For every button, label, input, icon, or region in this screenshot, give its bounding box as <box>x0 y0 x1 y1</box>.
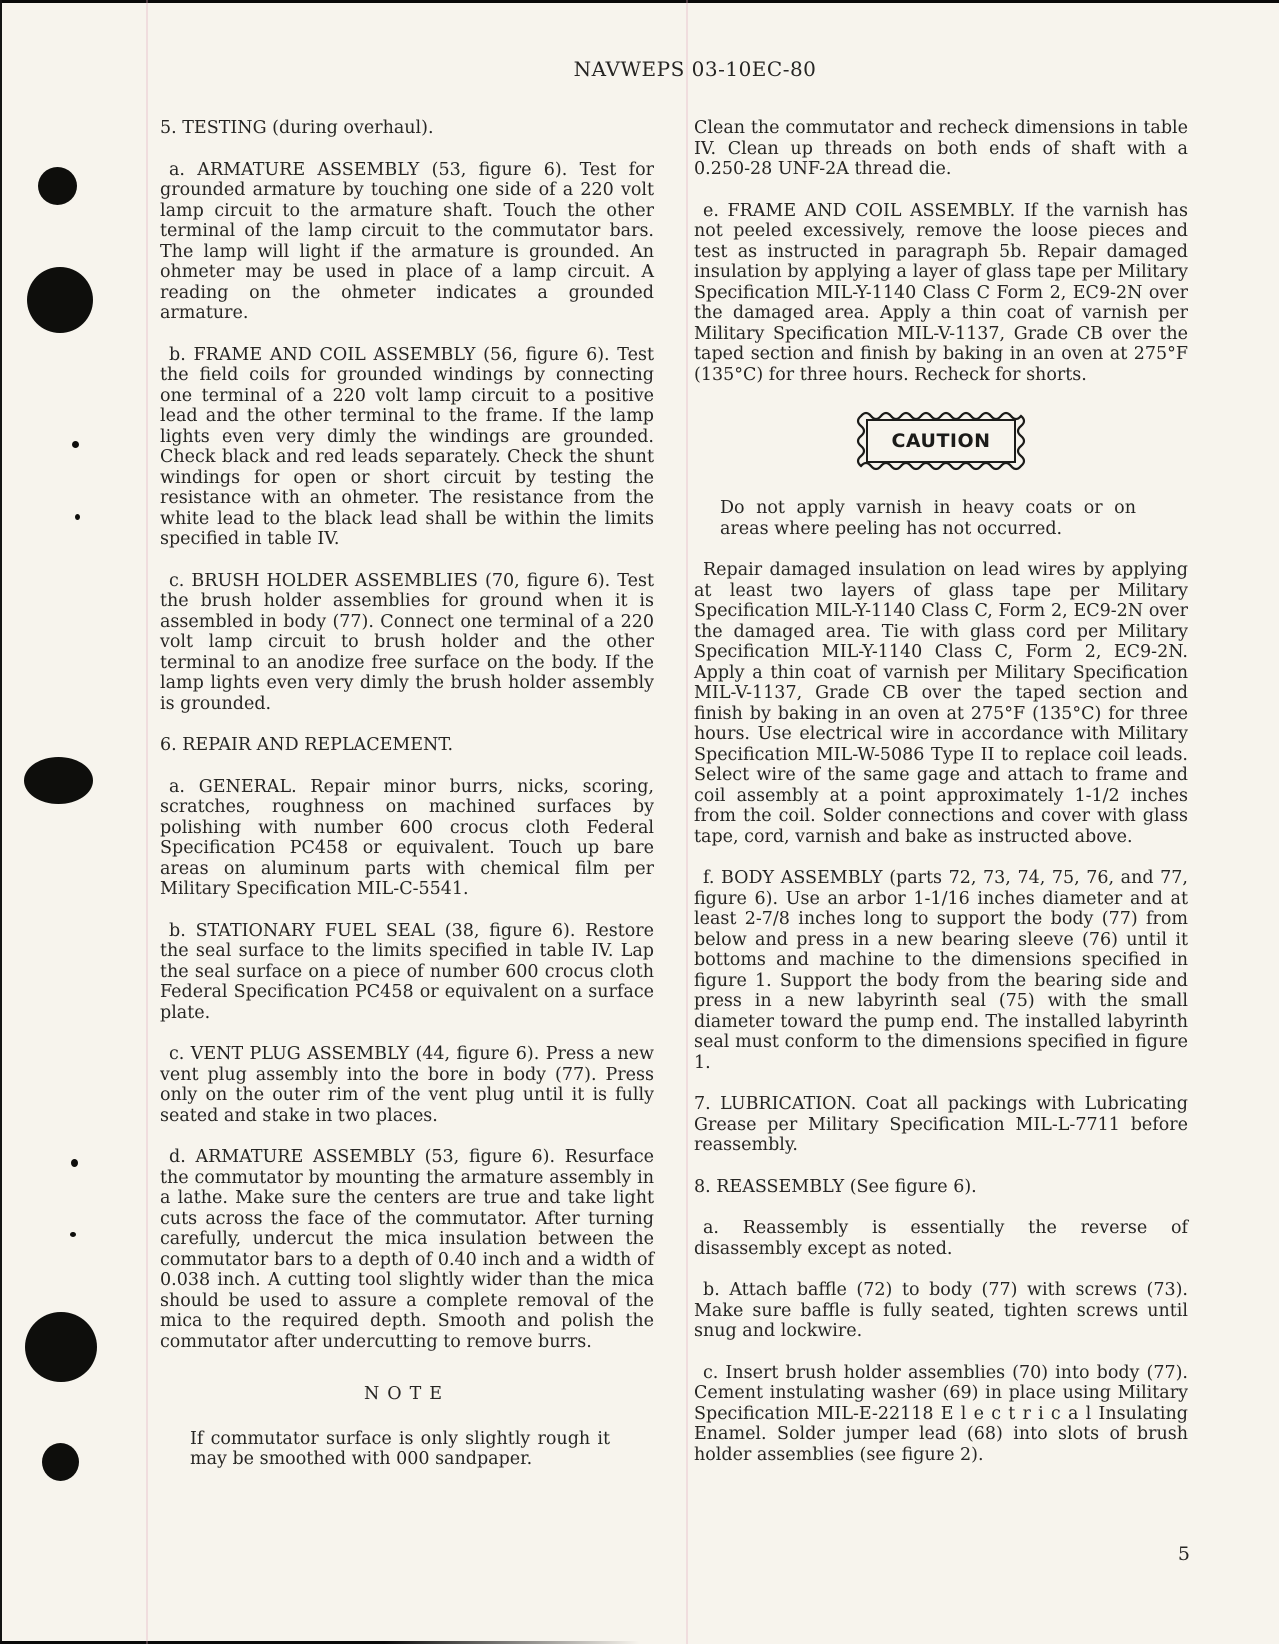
paragraph-attach-baffle: b. Attach baffle (72) to body (77) with screws (73). Make sure baffle is fully seated, tighten screws until snug and lockwire. <box>694 1280 1188 1341</box>
paragraph-frame-coil-repair: e. FRAME AND COIL ASSEMBLY. If the varnish has not peeled excessively, remove the loose pieces and test as instructed in paragraph 5b. Repair damaged insulation by applying a layer of glass tape per Military Specification MIL-Y-1140 Class C Form 2, EC9-2N over the damaged area. Apply a thin coat of varnish per Military Specification MIL-V-1137, Grade CB over the taped section and finish by baking in an oven at 275°F (135°C) for three hours. Recheck for shorts. <box>694 200 1188 385</box>
ink-speck <box>71 1159 78 1167</box>
note-heading: NOTE <box>363 1384 451 1404</box>
section-heading-reassembly: 8. REASSEMBLY (See figure 6). <box>694 1176 977 1197</box>
ink-speck <box>72 441 79 448</box>
page-number: 5 <box>1177 1543 1190 1565</box>
hole-punch-mark <box>38 167 77 205</box>
ink-speck <box>70 1232 76 1237</box>
scan-edge-left <box>0 0 2 1644</box>
paragraph-general-repair: a. GENERAL. Repair minor burrs, nicks, scoring, scratches, roughness on machined surfaces by polishing with number 600 crocus cloth Federal Specification PC458 or equivalent. Touch up bare areas on aluminum parts with chemical film per Military Specification MIL-C-5541. <box>160 776 654 899</box>
ink-speck <box>75 514 80 520</box>
caution-box <box>853 406 1029 476</box>
paragraph-brush-holder-test: c. BRUSH HOLDER ASSEMBLIES (70, figure 6). Test the brush holder assemblies for ground when it is assembled in body (77). Connect one terminal of a 220 volt lamp circuit to brush holder and the other terminal to an anodize free surface on the body. If the lamp lights even very dimly the brush holder assembly is grounded. <box>160 570 654 714</box>
section-heading-repair: 6. REPAIR AND REPLACEMENT. <box>160 735 454 755</box>
paragraph-armature-assembly-test: a. ARMATURE ASSEMBLY (53, figure 6). Test for grounded armature by touching one side of a 220 volt lamp circuit to the armature shaft. Touch the other terminal of the lamp circuit to the commutator bars. The lamp will light if the armature is grounded. An ohmeter may be used in place of a lamp circuit. A reading on the ohmeter indicates a grounded armature. <box>160 159 654 323</box>
paragraph-reassembly-general: a. Reassembly is essentially the reverse of disassembly except as noted. <box>694 1218 1188 1259</box>
hole-punch-mark <box>25 1312 97 1382</box>
caution-label: CAUTION <box>891 429 991 452</box>
paragraph-insert-brush-holders: c. Insert brush holder assemblies (70) into body (77). Cement instulating washer (69) in place using Military Specification MIL-E-22118 E l e c t r i c a l Insulating Enamel. Solder jumper lead (68) into slots of brush holder assemblies (see figure 2). <box>694 1362 1188 1465</box>
paragraph-clean-commutator: Clean the commutator and recheck dimensions in table IV. Clean up threads on both ends of shaft with a 0.250-28 UNF-2A thread die. <box>694 118 1188 179</box>
hole-punch-mark <box>24 757 93 804</box>
hole-punch-mark <box>42 1443 79 1481</box>
paragraph-armature-resurface: d. ARMATURE ASSEMBLY (53, figure 6). Resurface the commutator by mounting the armature assembly in a lathe. Make sure the centers are true and take light cuts across the face of the commutator. After turning carefully, undercut the mica insulation between the commutator bars to a depth of 0.40 inch and a width of 0.038 inch. A cutting tool slightly wider than the mica should be used to assure a complete removal of the mica to the required depth. Smooth and polish the commutator after undercutting to remove burrs. <box>160 1147 654 1352</box>
caution-inner-frame <box>866 419 1016 463</box>
note-text: If commutator surface is only slightly rough it may be smoothed with 000 sandpaper. <box>190 1428 610 1469</box>
right-column <box>694 118 1188 1486</box>
scan-artifact-line <box>686 0 688 1644</box>
paragraph-vent-plug-assembly: c. VENT PLUG ASSEMBLY (44, figure 6). Press a new vent plug assembly into the bore in body (77). Press only on the outer rim of the vent plug until it is fully seated and stake in two places. <box>160 1044 654 1126</box>
paragraph-body-assembly: f. BODY ASSEMBLY (parts 72, 73, 74, 75, 76, and 77, figure 6). Use an arbor 1-1/16 inches diameter and at least 2-7/8 inches long to support the body (77) from below and press in a new bearing sleeve (76) until it bottoms and machine to the dimensions specified in figure 1. Support the body from the bearing side and press in a new labyrinth seal (75) with the small diameter toward the pump end. The installed labyrinth seal must conform to the dimensions specified in figure 1. <box>694 868 1188 1073</box>
left-column <box>160 118 654 1491</box>
scan-artifact-line <box>146 0 148 1644</box>
paragraph-lead-wire-repair: Repair damaged insulation on lead wires by applying at least two layers of glass tape per Military Specification MIL-Y-1140 Class C, Form 2, EC9-2N over the damaged area. Tie with glass cord per Military Specification MIL-Y-1140 Class C, Form 2, EC9-2N. Apply a thin coat of varnish per Military Specification MIL-V-1137, Grade CB over the taped section and finish by baking in an oven at 275°F (135°C) for three hours. Use electrical wire in accordance with Military Specification MIL-W-5086 Type II to replace coil leads. Select wire of the same gage and attach to frame and coil assembly at a point approximately 1-1/2 inches from the coil. Solder connections and cover with glass tape, cord, varnish and bake as instructed above. <box>694 560 1188 847</box>
section-heading-testing: 5. TESTING (during overhaul). <box>160 118 434 138</box>
caution-text: Do not apply varnish in heavy coats or on areas where peeling has not occurred. <box>720 498 1136 539</box>
paragraph-frame-coil-test: b. FRAME AND COIL ASSEMBLY (56, figure 6). Test the field coils for grounded windings by connecting one terminal of a 220 volt lamp circuit to a positive lead and the other terminal to the frame. If the lamp lights even very dimly the windings are grounded. Check black and red leads separately. Check the shunt windings for open or short circuit by testing the resistance with an ohmeter. The resistance from the white lead to the black lead shall be within the limits specified in table IV. <box>160 344 654 549</box>
hole-punch-mark <box>27 267 93 333</box>
page-title: NAVWEPS 03-10EC-80 <box>573 57 817 81</box>
note-block <box>160 1384 654 1470</box>
section-heading-lubrication: 7. LUBRICATION. Coat all packings with Lubricating Grease per Military Specification MIL-L-7711 before reassembly. <box>694 1094 1188 1155</box>
scan-edge-top <box>0 0 1279 3</box>
paragraph-stationary-fuel-seal: b. STATIONARY FUEL SEAL (38, figure 6). Restore the seal surface to the limits specified in table IV. Lap the seal surface on a piece of number 600 crocus cloth Federal Specification PC458 or equivalent on a surface plate. <box>160 920 654 1023</box>
